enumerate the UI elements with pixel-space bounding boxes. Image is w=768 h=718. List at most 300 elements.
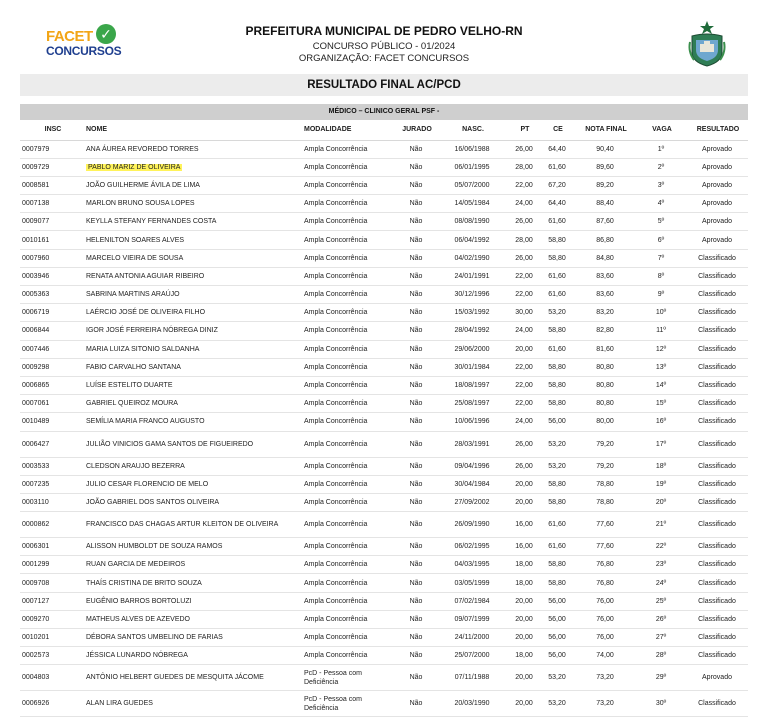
name-cell: MARIA LUIZA SITONIO SALDANHA (84, 340, 302, 358)
pt-cell: 20,00 (508, 610, 540, 628)
pt-cell: 20,00 (508, 340, 540, 358)
ce-cell: 61,60 (540, 158, 574, 176)
jurado-cell: Não (396, 413, 436, 431)
column-header: CE (540, 120, 574, 140)
pt-cell: 22,00 (508, 176, 540, 194)
ce-cell: 64,40 (540, 140, 574, 158)
birthdate-cell: 25/07/2000 (436, 647, 508, 665)
name-cell: RENATA ANTONIA AGUIAR RIBEIRO (84, 267, 302, 285)
name-cell: KEYLLA STEFANY FERNANDES COSTA (84, 213, 302, 231)
name-cell: JULIÃO VINICIOS GAMA SANTOS DE FIGUEIREDO (84, 431, 302, 457)
logo-text-facet: FACET (46, 28, 93, 45)
vaga-cell: 9º (636, 286, 686, 304)
final-score-cell: 76,80 (574, 556, 636, 574)
page-title: PREFEITURA MUNICIPAL DE PEDRO VELHO-RN (245, 24, 523, 38)
name-cell: FRANCISCO DAS CHAGAS ARTUR KLEITON DE OLIVEIRA (84, 512, 302, 538)
table-row (20, 538, 748, 556)
pt-cell: 26,00 (508, 457, 540, 475)
insc-cell: 0010489 (20, 413, 84, 431)
insc-cell: 0009298 (20, 358, 84, 376)
ce-cell: 61,60 (540, 213, 574, 231)
vaga-cell: 17º (636, 431, 686, 457)
insc-cell: 0010161 (20, 231, 84, 249)
vaga-cell: 25º (636, 592, 686, 610)
vaga-cell: 19º (636, 475, 686, 493)
modality-cell: Ampla Concorrência (302, 629, 396, 647)
column-header: PT (508, 120, 540, 140)
table-row (20, 413, 748, 431)
pt-cell: 24,00 (508, 413, 540, 431)
result-cell: Aprovado (686, 158, 748, 176)
pt-cell: 24,00 (508, 195, 540, 213)
pt-cell: 26,00 (508, 213, 540, 231)
name-cell: EUGÊNIO BARROS BORTOLUZI (84, 592, 302, 610)
result-cell: Aprovado (686, 140, 748, 158)
jurado-cell: Não (396, 286, 436, 304)
jurado-cell: Não (396, 665, 436, 691)
pt-cell: 16,00 (508, 538, 540, 556)
birthdate-cell: 05/07/2000 (436, 176, 508, 194)
vaga-cell: 5º (636, 213, 686, 231)
result-cell: Classificado (686, 457, 748, 475)
vaga-cell: 20º (636, 493, 686, 511)
result-cell: Classificado (686, 413, 748, 431)
table-row (20, 691, 748, 717)
result-cell: Classificado (686, 340, 748, 358)
pt-cell: 22,00 (508, 395, 540, 413)
table-row (20, 574, 748, 592)
pt-cell: 20,00 (508, 493, 540, 511)
vaga-cell: 14º (636, 376, 686, 394)
final-score-cell: 89,20 (574, 176, 636, 194)
jurado-cell: Não (396, 647, 436, 665)
vaga-cell: 30º (636, 691, 686, 717)
insc-cell: 0006844 (20, 322, 84, 340)
birthdate-cell: 24/11/2000 (436, 629, 508, 647)
highlighted-name: PABLO MARIZ DE OLIVEIRA (88, 163, 181, 171)
pt-cell: 26,00 (508, 140, 540, 158)
jurado-cell: Não (396, 512, 436, 538)
vaga-cell: 6º (636, 231, 686, 249)
modality-cell: PcD - Pessoa com Deficiência (302, 665, 396, 691)
vaga-cell: 27º (636, 629, 686, 647)
birthdate-cell: 07/11/1988 (436, 665, 508, 691)
pt-cell: 18,00 (508, 556, 540, 574)
insc-cell: 0007235 (20, 475, 84, 493)
table-row (20, 592, 748, 610)
ce-cell: 53,20 (540, 691, 574, 717)
insc-cell: 0003946 (20, 267, 84, 285)
jurado-cell: Não (396, 158, 436, 176)
jurado-cell: Não (396, 629, 436, 647)
final-score-cell: 80,80 (574, 395, 636, 413)
result-cell: Classificado (686, 629, 748, 647)
name-cell: DÉBORA SANTOS UMBELINO DE FARIAS (84, 629, 302, 647)
insc-cell: 0006301 (20, 538, 84, 556)
birthdate-cell: 24/01/1991 (436, 267, 508, 285)
result-cell: Classificado (686, 304, 748, 322)
pt-cell: 22,00 (508, 267, 540, 285)
vaga-cell: 4º (636, 195, 686, 213)
pt-cell: 18,00 (508, 574, 540, 592)
birthdate-cell: 07/02/1984 (436, 592, 508, 610)
modality-cell: Ampla Concorrência (302, 592, 396, 610)
final-score-cell: 76,00 (574, 629, 636, 647)
pt-cell: 28,00 (508, 231, 540, 249)
table-row (20, 322, 748, 340)
result-cell: Classificado (686, 493, 748, 511)
final-score-cell: 76,00 (574, 610, 636, 628)
ce-cell: 53,20 (540, 431, 574, 457)
modality-cell: Ampla Concorrência (302, 512, 396, 538)
final-score-cell: 81,60 (574, 340, 636, 358)
modality-cell: Ampla Concorrência (302, 304, 396, 322)
ce-cell: 61,60 (540, 286, 574, 304)
vaga-cell: 12º (636, 340, 686, 358)
name-cell: JOÃO GABRIEL DOS SANTOS OLIVEIRA (84, 493, 302, 511)
jurado-cell: Não (396, 358, 436, 376)
pt-cell: 28,00 (508, 158, 540, 176)
ce-cell: 53,20 (540, 457, 574, 475)
insc-cell: 0007127 (20, 592, 84, 610)
result-cell: Classificado (686, 286, 748, 304)
modality-cell: Ampla Concorrência (302, 267, 396, 285)
final-score-cell: 83,60 (574, 286, 636, 304)
column-header: INSC (20, 120, 84, 140)
ce-cell: 58,80 (540, 556, 574, 574)
modality-cell: Ampla Concorrência (302, 176, 396, 194)
pt-cell: 24,00 (508, 322, 540, 340)
table-header-row (20, 120, 748, 140)
name-cell: MATHEUS ALVES DE AZEVEDO (84, 610, 302, 628)
insc-cell: 0005363 (20, 286, 84, 304)
ce-cell: 56,00 (540, 610, 574, 628)
table-row (20, 286, 748, 304)
result-cell: Classificado (686, 556, 748, 574)
name-cell: FABIO CARVALHO SANTANA (84, 358, 302, 376)
name-cell: SABRINA MARTINS ARAÚJO (84, 286, 302, 304)
modality-cell: Ampla Concorrência (302, 340, 396, 358)
table-row (20, 358, 748, 376)
insc-cell: 0007446 (20, 340, 84, 358)
table-row (20, 395, 748, 413)
table-row (20, 140, 748, 158)
vaga-cell: 13º (636, 358, 686, 376)
birthdate-cell: 25/08/1997 (436, 395, 508, 413)
result-cell: Classificado (686, 475, 748, 493)
jurado-cell: Não (396, 493, 436, 511)
insc-cell: 0008581 (20, 176, 84, 194)
ce-cell: 56,00 (540, 647, 574, 665)
jurado-cell: Não (396, 395, 436, 413)
pt-cell: 16,00 (508, 512, 540, 538)
final-score-cell: 87,60 (574, 213, 636, 231)
birthdate-cell: 20/03/1990 (436, 691, 508, 717)
birthdate-cell: 30/04/1984 (436, 475, 508, 493)
birthdate-cell: 10/06/1996 (436, 413, 508, 431)
pt-cell: 26,00 (508, 249, 540, 267)
name-cell: SEMÍLIA MARIA FRANCO AUGUSTO (84, 413, 302, 431)
modality-cell: Ampla Concorrência (302, 610, 396, 628)
vaga-cell: 23º (636, 556, 686, 574)
ce-cell: 56,00 (540, 629, 574, 647)
vaga-cell: 22º (636, 538, 686, 556)
ce-cell: 56,00 (540, 592, 574, 610)
jurado-cell: Não (396, 176, 436, 194)
jurado-cell: Não (396, 249, 436, 267)
pt-cell: 18,00 (508, 647, 540, 665)
modality-cell: Ampla Concorrência (302, 213, 396, 231)
table-row (20, 647, 748, 665)
column-header: NOTA FINAL (574, 120, 636, 140)
ce-cell: 53,20 (540, 304, 574, 322)
result-cell: Classificado (686, 592, 748, 610)
table-row (20, 512, 748, 538)
pt-cell: 30,00 (508, 304, 540, 322)
table-row (20, 629, 748, 647)
table-row (20, 304, 748, 322)
pt-cell: 22,00 (508, 376, 540, 394)
modality-cell: Ampla Concorrência (302, 231, 396, 249)
ce-cell: 67,20 (540, 176, 574, 194)
jurado-cell: Não (396, 556, 436, 574)
insc-cell: 0009708 (20, 574, 84, 592)
birthdate-cell: 06/02/1995 (436, 538, 508, 556)
final-score-cell: 90,40 (574, 140, 636, 158)
ce-cell: 58,80 (540, 493, 574, 511)
jurado-cell: Não (396, 431, 436, 457)
vaga-cell: 2º (636, 158, 686, 176)
ce-cell: 64,40 (540, 195, 574, 213)
modality-cell: Ampla Concorrência (302, 140, 396, 158)
ce-cell: 53,20 (540, 665, 574, 691)
ce-cell: 56,00 (540, 413, 574, 431)
birthdate-cell: 04/02/1990 (436, 249, 508, 267)
table-row (20, 610, 748, 628)
table-row (20, 176, 748, 194)
name-cell (84, 158, 302, 176)
final-score-cell: 76,00 (574, 592, 636, 610)
insc-cell: 0002573 (20, 647, 84, 665)
vaga-cell: 10º (636, 304, 686, 322)
final-score-cell: 77,60 (574, 512, 636, 538)
vaga-cell: 16º (636, 413, 686, 431)
table-row (20, 431, 748, 457)
modality-cell: Ampla Concorrência (302, 376, 396, 394)
final-score-cell: 83,20 (574, 304, 636, 322)
modality-cell: Ampla Concorrência (302, 413, 396, 431)
modality-cell: Ampla Concorrência (302, 195, 396, 213)
vaga-cell: 18º (636, 457, 686, 475)
insc-cell: 0001299 (20, 556, 84, 574)
final-score-cell: 89,60 (574, 158, 636, 176)
name-cell: ANTÔNIO HELBERT GUEDES DE MESQUITA JÁCOME (84, 665, 302, 691)
ce-cell: 61,60 (540, 340, 574, 358)
modality-cell: Ampla Concorrência (302, 395, 396, 413)
insc-cell: 0003110 (20, 493, 84, 511)
vaga-cell: 28º (636, 647, 686, 665)
result-cell: Aprovado (686, 231, 748, 249)
result-cell: Classificado (686, 267, 748, 285)
final-score-cell: 82,80 (574, 322, 636, 340)
pt-cell: 20,00 (508, 475, 540, 493)
name-cell: JULIO CESAR FLORENCIO DE MELO (84, 475, 302, 493)
jurado-cell: Não (396, 231, 436, 249)
category-title: MÉDICO – CLINICO GERAL PSF - (20, 104, 748, 120)
modality-cell: PcD - Pessoa com Deficiência (302, 691, 396, 717)
jurado-cell: Não (396, 691, 436, 717)
final-score-cell: 80,80 (574, 358, 636, 376)
page-subtitle-contest: CONCURSO PÚBLICO - 01/2024 (312, 41, 456, 52)
jurado-cell: Não (396, 376, 436, 394)
final-score-cell: 80,80 (574, 376, 636, 394)
birthdate-cell: 30/01/1984 (436, 358, 508, 376)
modality-cell: Ampla Concorrência (302, 493, 396, 511)
name-cell: ANA ÁUREA REVOREDO TORRES (84, 140, 302, 158)
name-cell: GABRIEL QUEIROZ MOURA (84, 395, 302, 413)
table-row (20, 457, 748, 475)
modality-cell: Ampla Concorrência (302, 249, 396, 267)
logo-text-concursos: CONCURSOS (46, 44, 122, 58)
final-score-cell: 74,00 (574, 647, 636, 665)
modality-cell: Ampla Concorrência (302, 556, 396, 574)
table-row (20, 475, 748, 493)
vaga-cell: 1º (636, 140, 686, 158)
insc-cell: 0009270 (20, 610, 84, 628)
result-cell: Classificado (686, 395, 748, 413)
ce-cell: 58,80 (540, 395, 574, 413)
result-cell: Classificado (686, 574, 748, 592)
result-cell: Classificado (686, 512, 748, 538)
insc-cell: 0006719 (20, 304, 84, 322)
final-score-cell: 78,80 (574, 493, 636, 511)
name-cell: HELENILTON SOARES ALVES (84, 231, 302, 249)
modality-cell: Ampla Concorrência (302, 286, 396, 304)
final-score-cell: 78,80 (574, 475, 636, 493)
name-cell: LAÉRCIO JOSÉ DE OLIVEIRA FILHO (84, 304, 302, 322)
result-cell: Classificado (686, 610, 748, 628)
ce-cell: 58,80 (540, 358, 574, 376)
jurado-cell: Não (396, 213, 436, 231)
insc-cell: 0007979 (20, 140, 84, 158)
final-score-cell: 83,60 (574, 267, 636, 285)
jurado-cell: Não (396, 340, 436, 358)
result-cell: Aprovado (686, 176, 748, 194)
insc-cell: 0007061 (20, 395, 84, 413)
final-score-cell: 77,60 (574, 538, 636, 556)
name-cell: JÉSSICA LUNARDO NÓBREGA (84, 647, 302, 665)
pt-cell: 20,00 (508, 629, 540, 647)
final-score-cell: 79,20 (574, 457, 636, 475)
column-header: VAGA (636, 120, 686, 140)
name-cell: LUÍSE ESTELITO DUARTE (84, 376, 302, 394)
result-cell: Classificado (686, 249, 748, 267)
jurado-cell: Não (396, 322, 436, 340)
jurado-cell: Não (396, 140, 436, 158)
column-header: JURADO (396, 120, 436, 140)
name-cell: MARLON BRUNO SOUSA LOPES (84, 195, 302, 213)
ce-cell: 58,80 (540, 376, 574, 394)
name-cell: ALAN LIRA GUEDES (84, 691, 302, 717)
name-cell: THAÍS CRISTINA DE BRITO SOUZA (84, 574, 302, 592)
vaga-cell: 21º (636, 512, 686, 538)
modality-cell: Ampla Concorrência (302, 647, 396, 665)
name-cell: CLEDSON ARAUJO BEZERRA (84, 457, 302, 475)
name-cell: RUAN GARCIA DE MEDEIROS (84, 556, 302, 574)
jurado-cell: Não (396, 538, 436, 556)
ce-cell: 58,80 (540, 322, 574, 340)
insc-cell: 0006427 (20, 431, 84, 457)
modality-cell: Ampla Concorrência (302, 158, 396, 176)
table-row (20, 665, 748, 691)
table-row (20, 340, 748, 358)
name-cell: JOÃO GUILHERME ÁVILA DE LIMA (84, 176, 302, 194)
birthdate-cell: 18/08/1997 (436, 376, 508, 394)
result-cell: Aprovado (686, 195, 748, 213)
final-score-cell: 76,80 (574, 574, 636, 592)
birthdate-cell: 06/01/1995 (436, 158, 508, 176)
final-score-cell: 80,00 (574, 413, 636, 431)
jurado-cell: Não (396, 475, 436, 493)
final-score-cell: 88,40 (574, 195, 636, 213)
pt-cell: 26,00 (508, 431, 540, 457)
modality-cell: Ampla Concorrência (302, 431, 396, 457)
modality-cell: Ampla Concorrência (302, 538, 396, 556)
final-score-cell: 79,20 (574, 431, 636, 457)
column-header: NASC. (436, 120, 508, 140)
pt-cell: 22,00 (508, 286, 540, 304)
insc-cell: 0009729 (20, 158, 84, 176)
ce-cell: 61,60 (540, 538, 574, 556)
name-cell: IGOR JOSÉ FERREIRA NÓBREGA DINIZ (84, 322, 302, 340)
birthdate-cell: 03/05/1999 (436, 574, 508, 592)
ce-cell: 58,80 (540, 574, 574, 592)
insc-cell: 0009077 (20, 213, 84, 231)
final-score-cell: 73,20 (574, 691, 636, 717)
result-cell: Classificado (686, 538, 748, 556)
pt-cell: 20,00 (508, 665, 540, 691)
vaga-cell: 15º (636, 395, 686, 413)
final-score-cell: 84,80 (574, 249, 636, 267)
insc-cell: 0006865 (20, 376, 84, 394)
modality-cell: Ampla Concorrência (302, 457, 396, 475)
result-cell: Aprovado (686, 665, 748, 691)
column-header: RESULTADO (686, 120, 748, 140)
vaga-cell: 29º (636, 665, 686, 691)
table-row (20, 158, 748, 176)
birthdate-cell: 29/06/2000 (436, 340, 508, 358)
birthdate-cell: 09/07/1999 (436, 610, 508, 628)
table-row (20, 556, 748, 574)
result-cell: Classificado (686, 376, 748, 394)
ce-cell: 61,60 (540, 267, 574, 285)
jurado-cell: Não (396, 610, 436, 628)
pt-cell: 22,00 (508, 358, 540, 376)
final-score-cell: 73,20 (574, 665, 636, 691)
ce-cell: 58,80 (540, 475, 574, 493)
result-cell: Aprovado (686, 213, 748, 231)
vaga-cell: 8º (636, 267, 686, 285)
column-header: NOME (84, 120, 302, 140)
birthdate-cell: 28/04/1992 (436, 322, 508, 340)
table-row (20, 195, 748, 213)
result-cell: Classificado (686, 647, 748, 665)
jurado-cell: Não (396, 304, 436, 322)
table-row (20, 249, 748, 267)
insc-cell: 0006926 (20, 691, 84, 717)
result-cell: Classificado (686, 358, 748, 376)
ce-cell: 61,60 (540, 512, 574, 538)
